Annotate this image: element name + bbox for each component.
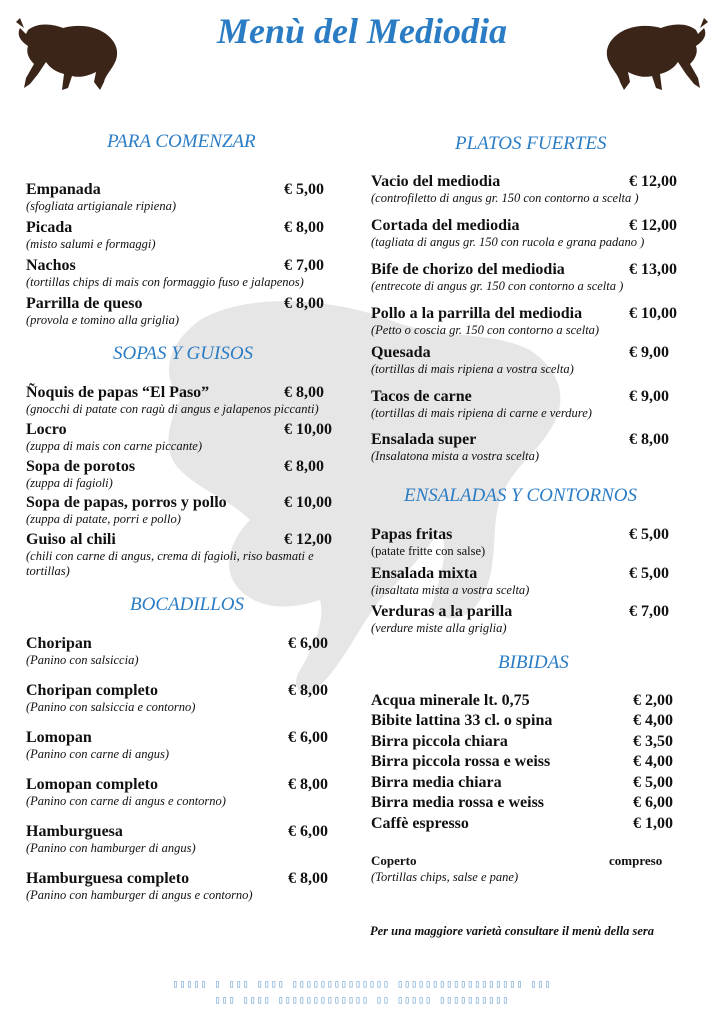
item-name: Caffè espresso xyxy=(371,815,469,832)
item-price: € 10,00 xyxy=(284,421,332,438)
coperto-value: compreso xyxy=(609,853,663,868)
item-price: € 10,00 xyxy=(284,494,332,511)
item-desc: (entrecote di angus gr. 150 con contorno a scelta ) xyxy=(371,279,624,293)
menu-item xyxy=(26,493,332,527)
item-desc: (Panino con hamburger di angus e contorno) xyxy=(26,888,253,902)
item-price: € 6,00 xyxy=(633,794,673,811)
item-name: Acqua minerale lt. 0,75 xyxy=(371,692,530,709)
coperto-item xyxy=(371,851,663,885)
item-name: Vacio del mediodia xyxy=(371,173,501,190)
item-price: € 8,00 xyxy=(288,682,328,699)
menu-item xyxy=(371,216,677,250)
drink-item xyxy=(371,732,673,751)
item-price: € 7,00 xyxy=(284,257,324,274)
item-price: € 7,00 xyxy=(629,603,669,620)
item-name: Locro xyxy=(26,421,67,438)
item-name: Hamburguesa xyxy=(26,823,123,840)
item-name: Lomopan completo xyxy=(26,776,158,793)
item-price: € 10,00 xyxy=(629,305,677,322)
item-name: Picada xyxy=(26,219,73,236)
item-price: € 12,00 xyxy=(629,217,677,234)
item-name: Cortada del mediodia xyxy=(371,217,520,234)
menu-item xyxy=(26,728,328,762)
item-name: Choripan xyxy=(26,635,92,652)
item-price: € 4,00 xyxy=(633,712,673,729)
item-name: Birra piccola chiara xyxy=(371,733,508,750)
item-desc: (verdure miste alla griglia) xyxy=(371,621,507,635)
menu-item xyxy=(371,430,669,464)
item-price: € 8,00 xyxy=(284,295,324,312)
section-title-bibidas: BIBIDAS xyxy=(498,652,569,673)
menu-item xyxy=(26,383,324,417)
item-name: Lomopan xyxy=(26,729,92,746)
item-desc: (Insalatona mista a vostra scelta) xyxy=(371,449,540,463)
item-name: Parrilla de queso xyxy=(26,295,143,312)
item-desc: (zuppa di mais con carne piccante) xyxy=(26,439,203,453)
item-price: € 6,00 xyxy=(288,729,328,746)
drink-item xyxy=(371,691,673,710)
item-price: € 8,00 xyxy=(284,384,324,401)
item-price: € 8,00 xyxy=(284,219,324,236)
item-desc: (misto salumi e formaggi) xyxy=(26,237,156,251)
item-price: € 12,00 xyxy=(629,173,677,190)
item-name: Guiso al chili xyxy=(26,531,116,548)
drink-item xyxy=(371,773,673,792)
item-desc: (controfiletto di angus gr. 150 con contorno a scelta ) xyxy=(371,191,639,205)
item-name: Birra media rossa e weiss xyxy=(371,794,545,811)
item-price: € 5,00 xyxy=(629,526,669,543)
item-name: Verduras a la parilla xyxy=(371,603,513,620)
item-price: € 8,00 xyxy=(284,458,324,475)
item-desc: (gnocchi di patate con ragù di angus e jalapenos piccanti) xyxy=(26,402,319,416)
item-price: € 8,00 xyxy=(288,870,328,887)
menu-item xyxy=(371,260,677,294)
item-desc: (Panino con carne di angus e contorno) xyxy=(26,794,226,808)
item-desc: (Panino con carne di angus) xyxy=(26,747,170,761)
item-desc: (tortillas di mais ripiena di carne e verdure) xyxy=(371,406,592,420)
item-price: € 4,00 xyxy=(633,753,673,770)
menu-item xyxy=(26,420,332,454)
menu-item xyxy=(26,180,324,214)
section-title-bocadillos: BOCADILLOS xyxy=(130,594,245,615)
item-desc: (Tortillas chips, salse e pane) xyxy=(371,870,519,884)
item-desc: (patate fritte con salse) xyxy=(371,544,486,558)
item-desc: (sfogliata artigianale ripiena) xyxy=(26,199,176,213)
item-name: Birra media chiara xyxy=(371,774,502,791)
item-name: Pollo a la parrilla del mediodia xyxy=(371,305,583,322)
menu-item xyxy=(26,775,328,809)
item-name: Quesada xyxy=(371,344,431,361)
menu-item xyxy=(26,530,336,579)
item-price: € 12,00 xyxy=(284,531,332,548)
item-name: Hamburguesa completo xyxy=(26,870,190,887)
item-name: Coperto xyxy=(371,853,417,868)
menu-item xyxy=(26,681,328,715)
item-price: € 13,00 xyxy=(629,261,677,278)
item-desc: (tortillas chips di mais con formaggio fuso e jalapenos) xyxy=(26,275,304,289)
item-desc: (tagliata di angus gr. 150 con rucola e grana padano ) xyxy=(371,235,645,249)
section-title-sopas: SOPAS Y GUISOS xyxy=(113,343,254,364)
section-title-ensaladas: ENSALADAS Y CONTORNOS xyxy=(404,485,637,506)
item-name: Sopa de porotos xyxy=(26,458,136,475)
item-desc: (Panino con hamburger di angus) xyxy=(26,841,196,855)
item-price: € 1,00 xyxy=(633,815,673,832)
page-title: Menù del Mediodia xyxy=(216,11,507,51)
item-name: Sopa de papas, porros y pollo xyxy=(26,494,227,511)
item-price: € 5,00 xyxy=(284,181,324,198)
item-desc: (tortillas di mais ripiena a vostra scelta) xyxy=(371,362,574,376)
menu-item xyxy=(371,172,677,206)
drink-item xyxy=(371,793,673,812)
drink-item xyxy=(371,752,673,771)
footer-note: Per una maggiore varietà consultare il menù della sera xyxy=(370,924,655,938)
menu-item xyxy=(26,256,324,290)
item-name: Birra piccola rossa e weiss xyxy=(371,753,551,770)
item-desc: (Petto o coscia gr. 150 con contorno a scelta) xyxy=(371,323,600,337)
menu-item xyxy=(26,869,328,903)
item-name: Ensalada mixta xyxy=(371,565,478,582)
menu-item xyxy=(371,602,669,636)
drink-item xyxy=(371,711,673,730)
item-name: Nachos xyxy=(26,257,76,274)
item-desc: (zuppa di fagioli) xyxy=(26,476,113,490)
item-desc: (insaltata mista a vostra scelta) xyxy=(371,583,530,597)
footer-address: ▯▯▯▯▯ ▯ ▯▯▯ ▯▯▯▯ ▯▯▯▯▯▯▯▯▯▯▯▯▯▯ ▯▯▯▯▯▯▯▯▯▯▯▯▯▯▯▯▯▯ ▯▯▯ xyxy=(172,979,552,990)
item-price: € 9,00 xyxy=(629,344,669,361)
item-price: € 9,00 xyxy=(629,388,669,405)
item-price: € 5,00 xyxy=(629,565,669,582)
menu-item xyxy=(26,457,324,491)
item-name: Choripan completo xyxy=(26,682,158,699)
item-price: € 8,00 xyxy=(629,431,669,448)
item-desc: (zuppa di patate, porri e pollo) xyxy=(26,512,181,526)
item-price: € 5,00 xyxy=(633,774,673,791)
item-price: € 3,50 xyxy=(633,733,673,750)
item-price: € 8,00 xyxy=(288,776,328,793)
item-name: Papas fritas xyxy=(371,526,453,543)
footer-contacts: ▯▯▯ ▯▯▯▯ ▯▯▯▯▯▯▯▯▯▯▯▯▯ ▯▯ ▯▯▯▯▯ ▯▯▯▯▯▯▯▯▯▯ xyxy=(214,995,510,1006)
item-name: Ensalada super xyxy=(371,431,477,448)
menu-item xyxy=(26,634,328,668)
item-name: Bibite lattina 33 cl. o spina xyxy=(371,712,553,729)
menu-item xyxy=(371,304,677,338)
item-price: € 2,00 xyxy=(633,692,673,709)
item-desc: (chili con carne di angus, crema di fagioli, riso basmati e tortillas) xyxy=(26,549,314,578)
item-name: Empanada xyxy=(26,181,101,198)
item-desc: (Panino con salsiccia) xyxy=(26,653,139,667)
section-title-para-comenzar: PARA COMENZAR xyxy=(107,131,256,152)
item-desc: (provola e tomino alla griglia) xyxy=(26,313,179,327)
item-name: Tacos de carne xyxy=(371,388,472,405)
menu-item xyxy=(26,294,324,328)
item-desc: (Panino con salsiccia e contorno) xyxy=(26,700,196,714)
drink-item xyxy=(371,814,673,833)
menu-item xyxy=(371,525,669,559)
section-title-platos: PLATOS FUERTES xyxy=(455,133,607,154)
item-price: € 6,00 xyxy=(288,823,328,840)
menu-item xyxy=(26,218,324,252)
menu-item xyxy=(371,387,669,421)
menu-item xyxy=(26,822,328,856)
item-name: Bife de chorizo del mediodia xyxy=(371,261,565,278)
menu-item xyxy=(371,564,669,598)
item-price: € 6,00 xyxy=(288,635,328,652)
item-name: Ñoquis de papas “El Paso” xyxy=(26,384,210,401)
menu-item xyxy=(371,343,669,377)
